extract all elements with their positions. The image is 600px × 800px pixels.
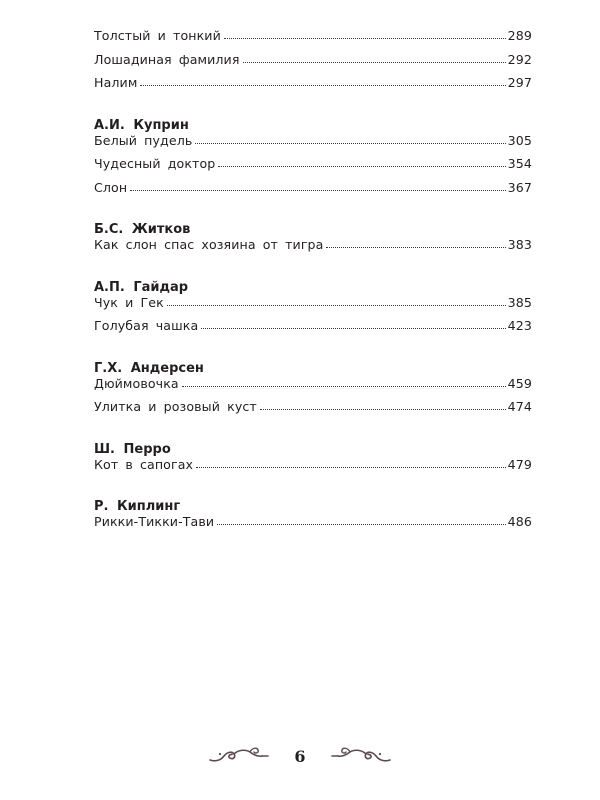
dot-leader [217, 524, 505, 525]
toc-entry [94, 237, 532, 261]
toc-entry [94, 75, 532, 99]
dot-leader [130, 190, 505, 191]
story-title: Рикки-Тикки-Тави [94, 514, 215, 529]
story-title: Дюймовочка [94, 375, 179, 391]
toc-entry [94, 457, 532, 481]
page-ref: 297 [507, 75, 532, 90]
toc-entry [94, 514, 532, 538]
toc-entry [94, 376, 532, 400]
table-of-contents [94, 28, 532, 538]
toc-entry [94, 318, 532, 342]
dot-leader [201, 328, 505, 329]
flourish-right-icon [330, 745, 392, 767]
page-ref: 479 [507, 456, 532, 472]
toc-entry [94, 399, 532, 423]
dot-leader [218, 166, 505, 167]
toc-section [94, 109, 532, 204]
page-footer [0, 738, 600, 774]
story-title: Улитка и розовый куст [94, 399, 257, 414]
author-heading: А.П. Гайдар [94, 279, 189, 295]
toc-section [94, 490, 532, 538]
dot-leader [260, 409, 506, 410]
story-title: Толстый и тонкий [94, 28, 221, 43]
author-heading: А.И. Куприн [94, 117, 189, 133]
page-ref: 292 [507, 51, 532, 67]
story-title: Лошадиная фамилия [94, 51, 240, 67]
page-ref: 423 [507, 318, 532, 333]
toc-section [94, 28, 532, 99]
author-heading: Ш. Перро [94, 441, 171, 457]
story-title: Кот в сапогах [94, 456, 194, 472]
author-heading: Б.С. Житков [94, 222, 191, 237]
page-ref: 354 [507, 156, 532, 171]
page-ref: 474 [507, 399, 532, 414]
page-ref: 289 [507, 28, 532, 43]
story-title: Слон [94, 179, 128, 195]
author-heading: Р. Киплинг [94, 499, 181, 514]
story-title: Налим [94, 75, 138, 90]
toc-section [94, 213, 532, 261]
toc-section [94, 352, 532, 423]
story-title: Как слон спас хозяина от тигра [94, 237, 324, 252]
dot-leader [243, 62, 506, 63]
toc-section [94, 271, 532, 342]
toc-entry [94, 28, 532, 52]
author-heading: Г.Х. Андерсен [94, 360, 204, 376]
dot-leader [140, 85, 505, 86]
page-ref: 305 [507, 132, 532, 148]
page-ref: 367 [507, 179, 532, 195]
story-title: Белый пудель [94, 132, 193, 148]
page-ref: 383 [507, 237, 532, 252]
page-ref: 385 [507, 294, 532, 310]
dot-leader [224, 38, 506, 39]
toc-entry [94, 180, 532, 204]
dot-leader [182, 386, 506, 387]
flourish-left-icon [208, 745, 270, 767]
story-title: Голубая чашка [94, 318, 199, 333]
toc-section [94, 433, 532, 481]
toc-entry [94, 156, 532, 180]
page-ref: 459 [507, 375, 532, 391]
page-number: 6 [294, 746, 306, 766]
dot-leader [167, 305, 506, 306]
story-title: Чудесный доктор [94, 156, 216, 171]
toc-entry [94, 133, 532, 157]
dot-leader [196, 467, 506, 468]
page-ref: 486 [507, 514, 532, 529]
toc-entry [94, 52, 532, 76]
story-title: Чук и Гек [94, 294, 164, 310]
dot-leader [326, 247, 505, 248]
toc-entry [94, 295, 532, 319]
dot-leader [195, 143, 505, 144]
